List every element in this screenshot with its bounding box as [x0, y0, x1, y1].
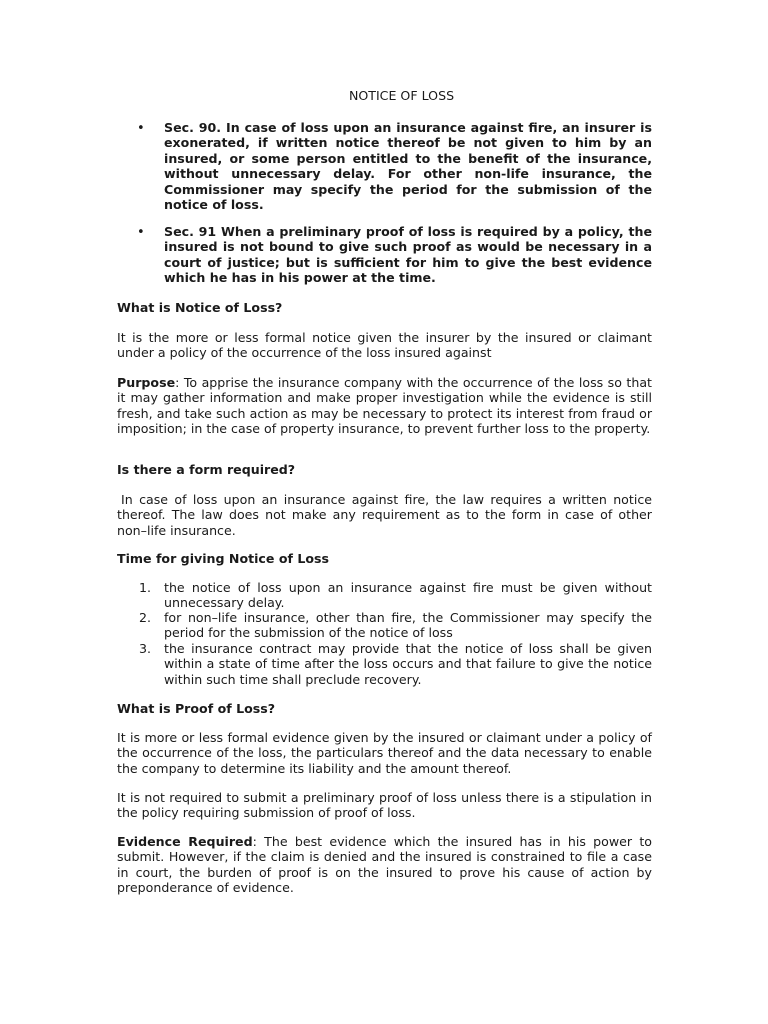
notice-heading: What is Notice of Loss? [117, 300, 283, 315]
evidence-label: Evidence Required [117, 834, 253, 849]
section-91-text: Sec. 91 When a preliminary proof of loss is required by a policy, the insured is not bound to give such proof as would be necessary in a court of justice; but is sufficient for him to give the best evidence which he has in his power at the time. [164, 224, 652, 286]
purpose-paragraph [117, 375, 652, 437]
time-heading: Time for giving Notice of Loss [117, 551, 330, 566]
list-item-number: 1. [139, 580, 152, 595]
list-item: the notice of loss upon an insurance against fire must be given without unnecessary delay. [164, 580, 652, 611]
form-text: In case of loss upon an insurance against fire, the law requires a written notice thereof. The law does not make any requirement as to the form in case of other non–life insurance. [117, 492, 652, 538]
proof-heading: What is Proof of Loss? [117, 701, 276, 716]
list-item-number: 3. [139, 641, 152, 656]
section-90-text: Sec. 90. In case of loss upon an insurance against fire, an insurer is exonerated, if written notice thereof be not given to him by an insured, or some person entitled to the benefit of the insurance, without unnecessary delay. For other non-life insurance, the Commissioner may specify the period for the submission of the notice of loss. [164, 120, 652, 213]
bullet-icon: • [137, 121, 145, 136]
list-item-number: 2. [139, 610, 152, 625]
purpose-label: Purpose [117, 375, 176, 390]
list-item: for non–life insurance, other than fire, the Commissioner may specify the period for the submission of the notice of loss [164, 610, 652, 641]
form-heading: Is there a form required? [117, 462, 296, 477]
bullet-icon: • [137, 225, 145, 240]
notice-definition: It is the more or less formal notice given the insurer by the insured or claimant under a policy of the occurrence of the loss insured against [117, 330, 652, 361]
proof-stipulation: It is not required to submit a preliminary proof of loss unless there is a stipulation in the policy requiring submission of proof of loss. [117, 790, 652, 821]
proof-definition: It is more or less formal evidence given by the insured or claimant under a policy of the occurrence of the loss, the particulars thereof and the data necessary to enable the company to determine its liability and the amount thereof. [117, 730, 652, 776]
page-title: NOTICE OF LOSS [348, 88, 455, 103]
evidence-paragraph [117, 834, 652, 896]
list-item: the insurance contract may provide that the notice of loss shall be given within a state of time after the loss occurs and that failure to give the notice within such time shall preclude recovery. [164, 641, 652, 687]
evidence-text: : The best evidence which the insured has in his power to submit. However, if the claim is denied and the insured is constrained to file a case in court, the burden of proof is on the insured to prove his cause of action by preponderance of evidence. [117, 834, 652, 896]
purpose-text: : To apprise the insurance company with the occurrence of the loss so that it may gather information and make proper investigation while the evidence is still fresh, and take such action as may be necessary to protect its interest from fraud or imposition; in the case of property insurance, to prevent further loss to the property. [117, 375, 652, 437]
